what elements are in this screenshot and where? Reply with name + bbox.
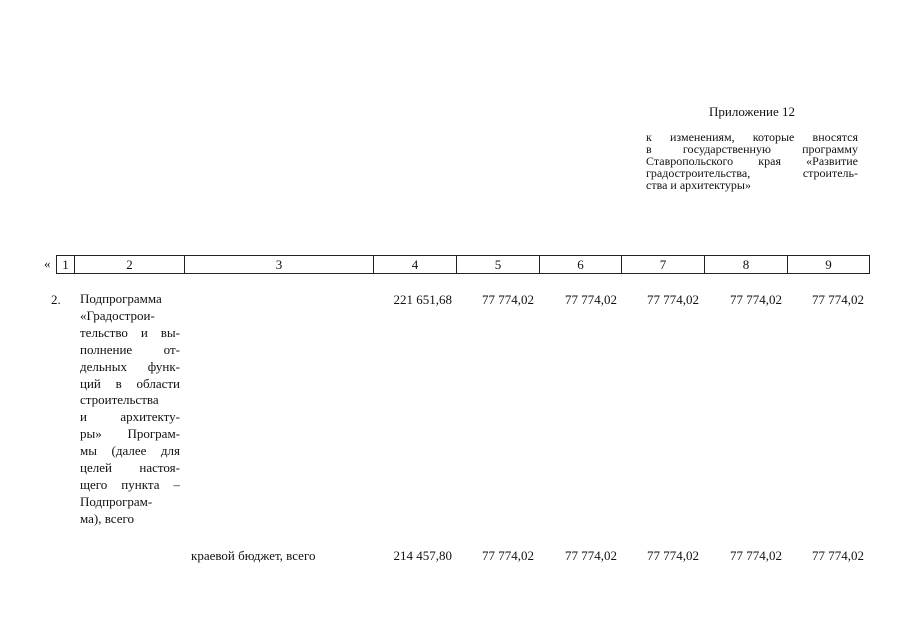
row-name-line: ры» Програм-	[80, 426, 180, 442]
column-header-cell: 4	[374, 256, 457, 274]
column-header-cell: 1	[57, 256, 75, 274]
value-col-8: 77 774,02	[730, 548, 782, 563]
value-col-5: 77 774,02	[482, 292, 534, 307]
column-header-cell: 5	[457, 256, 540, 274]
value-col-8: 77 774,02	[730, 292, 782, 307]
column-header-row	[57, 256, 870, 274]
appendix-note-line: ства и архитектуры»	[646, 178, 751, 192]
value-col-7: 77 774,02	[647, 292, 699, 307]
row-number: 2.	[51, 292, 61, 307]
row-name-line: целей настоя-	[80, 460, 180, 476]
value-col-7: 77 774,02	[647, 548, 699, 563]
appendix-note-line: в государственную программу	[646, 142, 858, 156]
row-name-line: щего пункта –	[80, 476, 180, 492]
column-header-table	[56, 255, 870, 274]
value-col-5: 77 774,02	[482, 548, 534, 563]
row-name-line: «Градострои-	[80, 307, 155, 323]
row-name-line: и архитекту-	[80, 409, 180, 425]
funding-source: краевой бюджет, всего	[191, 548, 316, 563]
appendix-note-line: Ставропольского края «Развитие	[646, 154, 858, 168]
value-col-4: 214 457,80	[393, 548, 452, 563]
value-col-9: 77 774,02	[812, 292, 864, 307]
column-header-cell: 6	[540, 256, 622, 274]
row-name-line: ма), всего	[80, 510, 135, 526]
column-header-cell: 7	[622, 256, 705, 274]
appendix-note-line: к изменениям, которые вносятся	[646, 130, 858, 144]
row-name-line: полнение от-	[80, 341, 180, 357]
value-col-9: 77 774,02	[812, 548, 864, 563]
column-header-cell: 9	[788, 256, 870, 274]
row-name	[80, 291, 180, 528]
opening-quote-mark: «	[44, 256, 51, 271]
value-col-6: 77 774,02	[565, 292, 617, 307]
appendix-note-line: градостроительства, строитель-	[646, 166, 858, 180]
column-header-cell: 3	[185, 256, 374, 274]
row-name-line: мы (далее для	[80, 443, 180, 459]
row-name-line: ций в области	[80, 375, 180, 391]
row-name-line: дельных функ-	[80, 358, 180, 374]
value-col-4: 221 651,68	[393, 292, 452, 307]
column-header-cell: 2	[75, 256, 185, 274]
row-name-line: Подпрограм-	[80, 493, 153, 509]
row-name-line: Подпрограмма	[80, 291, 162, 306]
appendix-title: Приложение 12	[709, 104, 796, 119]
column-header-cell: 8	[705, 256, 788, 274]
row-name-line: тельство и вы-	[80, 324, 180, 340]
appendix-note	[646, 131, 858, 191]
row-name-line: строительства	[80, 392, 159, 408]
value-col-6: 77 774,02	[565, 548, 617, 563]
